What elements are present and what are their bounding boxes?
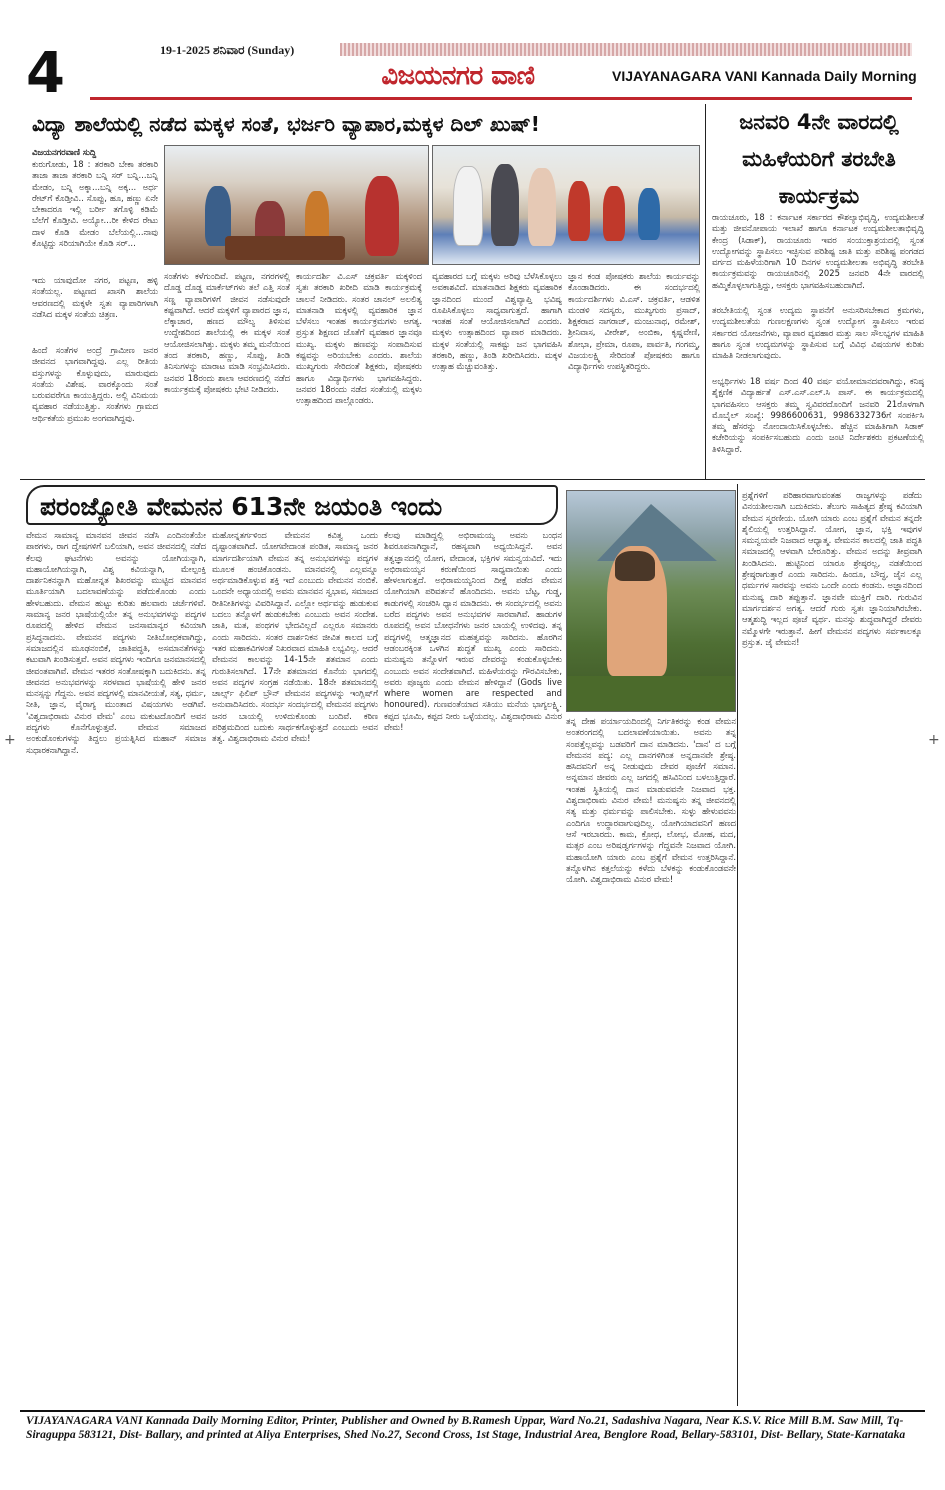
story1-lead-paragraph: ಕುರುಗೋಡು, 18 : ತರಕಾರಿ ಬೇಕಾ ತರಕಾರಿ ತಾಜಾ ತಾಜಾ ತರಕಾರಿ ಬನ್ನಿ ಸರ್ ಬನ್ನಿ...ಬನ್ನಿ ಮೇಡಂ, ಬನ್ನಿ ಅಕ್ಕಾ...ಬನ್ನಿ ಅಕ್ಕ... ಅರ್ಧ ರೇಟ್‌ಗೆ ಕೊಡ್ತೀವಿ.. ಸೊಪ್ಪು, ಹೂ, ಹಣ್ಣು ಏನೇ ಬೇಕಾದರೂ ಇಲ್ಲಿ ಬರ್ರೀ ತಗೊಳ್ಳಿ ಕಡಿಮೆ ಬೆಲೆಗೆ ಕೊಡ್ತೀವಿ. ಅಯ್ಯೋ...ರೀ ಕೇಳಿದ ರೇಟು ದಾಳ ಕೊಡಿ ಮೇಡಂ ಬೆಲೆಯಲ್ಲಿ...ನಾವು ಕೊಟ್ಟಿದ್ದು ಸರಿಯಾಗಿಯೇ ಕೊಡಿ ಸರ್...: [32, 159, 158, 249]
story3-column: ಕೆಲವು ಮಾಡಿದ್ದಲ್ಲಿ ಅಭಿರಾಮಯ್ಯ ಅವನು ಬಂಧನ ಶಿವರೂಪನಾಗಿದ್ದಾನೆ, ರಹಸ್ಯವಾಗಿ ಅಧ್ಯಯಿಸಿದ್ದನೆ. ಅವನ ತತ್ವಜ್ಞಾನದಲ್ಲಿ ಯೋಗ, ವೇದಾಂತ, ಭಕ್ತಿಗಳ ಸಮನ್ವಯವಿದೆ. ಇದು ಅಭಿರಾಮಯ್ಯನ ಕರುಣೆಯಿಂದ ಸಾಧ್ಯವಾಯಿತು ಎಂದು ಹೇಳಲಾಗುತ್ತದೆ. ಅಭಿರಾಮಯ್ಯನಿಂದ ದೀಕ್ಷೆ ಪಡೆದ ವೇಮನ ಯೋಗಿಯಾಗಿ ಪರಿವರ್ತನೆ ಹೊಂದಿದನು. ಅವನು ಬೆಟ್ಟ, ಗುಡ್ಡ, ಕಾಡುಗಳಲ್ಲಿ ಸಂಚರಿಸಿ ಧ್ಯಾನ ಮಾಡಿದನು. ಈ ಸಂದರ್ಭದಲ್ಲಿ ಅವನು ಬರೆದ ಪದ್ಯಗಳು ಅವನ ಅನುಭವಗಳ ಸಾರವಾಗಿವೆ. ಹಾಡುಗಳ ರೂಪದಲ್ಲಿ ಅವನ ಬೋಧನೆಗಳು ಜನರ ಬಾಯಲ್ಲಿ ಉಳಿದವು. ತನ್ನ ಪದ್ಯಗಳಲ್ಲಿ ಆತ್ಮಜ್ಞಾನದ ಮಹತ್ವವನ್ನು ಸಾರಿದನು. ಹೊರಗಿನ ಆಡಂಬರಕ್ಕಿಂತ ಒಳಗಿನ ಶುದ್ಧತೆ ಮುಖ್ಯ ಎಂದು ಸಾರಿದನು. ಮನುಷ್ಯನು ತನ್ನೊಳಗೆ ಇರುವ ದೇವರನ್ನು ಕಂಡುಕೊಳ್ಳಬೇಕು ಎಂಬುದು ಅವನ ಸಂದೇಶವಾಗಿದೆ. ಮಹಿಳೆಯರನ್ನು ಗೌರವಿಸಬೇಕು, ಅವರು ಪೂಜ್ಯರು ಎಂದು ವೇಮನ ಹೇಳಿದ್ದಾನೆ (Gods live where women are respected and honoured). ಗುಣವಂತೆಯಾದ ಸತಿಯು ಮನೆಯ ಭಾಗ್ಯಲಕ್ಷ್ಮಿ. ಕಪ್ಪದ ಭೂಮಿ, ಕಪ್ಪದ ನೀರು ಒಳ್ಳೆಯದಲ್ಲ. ವಿಶ್ವದಾಭಿರಾಮ ವಿನುರ ವೇಮ!: [384, 530, 562, 733]
registration-mark: +: [928, 732, 940, 748]
story1-photo-children-market: [164, 145, 429, 265]
story1-column: ವ್ಯವಹಾರದ ಬಗ್ಗೆ ಮಕ್ಕಳು ಅರಿವು ಬೆಳೆಸಿಕೊಳ್ಳಲು ಅವಕಾಶವಿದೆ. ಮಾತನಾಡಿದ ಶಿಕ್ಷಕರು ವ್ಯವಹಾರಿಕ ಜ್ಞಾನದಿಂದ ಮುಂದೆ ವಿಶ್ವವ್ಯಾಪ್ತಿ ಭವಿಷ್ಯ ರೂಪಿಸಿಕೊಳ್ಳಲು ಸಾಧ್ಯವಾಗುತ್ತದೆ. ಹಾಗಾಗಿ ಇಂತಹ ಸಂತೆ ಆಯೋಜಿಸಲಾಗಿದೆ ಎಂದರು. ಮಕ್ಕಳು ಉತ್ಸಾಹದಿಂದ ವ್ಯಾಪಾರ ಮಾಡಿದರು. ಮಕ್ಕಳ ಸಂತೆಯಲ್ಲಿ ಸಾಕಷ್ಟು ಜನ ಭಾಗವಹಿಸಿ ತರಕಾರಿ, ಹಣ್ಣು, ತಿಂಡಿ ಖರೀದಿಸಿದರು. ಮಕ್ಕಳ ಉತ್ಸಾಹ ಮೆಚ್ಚುವಂತಿತ್ತು.: [432, 271, 562, 372]
story1-paragraph: ಹಿಂದೆ ಸಂತೆಗಳ ಅಂದ್ರೆ ಗ್ರಾಮೀಣ ಜನರ ಜೀವನದ ಭಾಗವಾಗಿದ್ದವು. ಎಲ್ಲ ರೀತಿಯ ವಸ್ತುಗಳನ್ನು ಕೊಳ್ಳುವುದು, ಮಾರುವುದು ಸಂತೆಯ ವಿಶೇಷ. ವಾರಕ್ಕೊಂದು ಸಂತೆ ಬರುವವರೆಗೂ ಕಾಯುತ್ತಿದ್ದರು. ಅಲ್ಲಿ ವಿನಿಮಯ ವ್ಯವಹಾರ ನಡೆಯುತ್ತಿತ್ತು. ಸಂತೆಗಳು ಗ್ರಾಮದ ಆರ್ಥಿಕತೆಯ ಪ್ರಮುಖ ಅಂಗವಾಗಿದ್ದವು.: [32, 345, 158, 423]
imprint-line: VIJAYANAGARA VANI Kannada Daily Morning Editor, Printer, Publisher and Owned by B.Ramesh Uppar, Ward No.21, Sadashiva Nagara, Near K.S.V. Rice Mill B.M. Saw Mill, Tq-Siraguppa 583121, Dist- Ballary, and printed at Aliya Enterprises, Shed No.27, Second Cross, 1st Stage, Industrial Area, Benglore Road, Bellary-583101, Dist- Bellary, State-Karnataka: [26, 1414, 906, 1441]
masthead-decorative-bar: [340, 43, 912, 56]
story3-photo-vemana: [566, 490, 736, 712]
story3-column: ತನ್ನ ದೇಹ ಪರ್ಯಾಯದಿಂದಲ್ಲಿ ನಿರ್ಗತಿಕರನ್ನು ಕಂಡ ವೇಮನ ಅಂತರಂಗದಲ್ಲಿ ಬದಲಾವಣೆಯಾಯಿತು. ಅವನು ತನ್ನ ಸಂಪತ್ತೆಲ್ಲವನ್ನು ಬಡವರಿಗೆ ದಾನ ಮಾಡಿದನು. 'ದಾನ' ದ ಬಗ್ಗೆ ವೇಮನನ ಪದ್ಯ: ಎಲ್ಲ ದಾನಗಳಿಗಿಂತ ಅನ್ನದಾನವೇ ಶ್ರೇಷ್ಠ. ಹಸಿದವನಿಗೆ ಅನ್ನ ನೀಡುವುದು ದೇವರ ಪೂಜೆಗೆ ಸಮಾನ. ಅನ್ನಮಾನ ಜೀವರು ಎಲ್ಲ ಜಗದಲ್ಲಿ ಹಸಿವಿನಿಂದ ಬಳಲುತ್ತಿದ್ದಾರೆ. ಇಂತಹ ಸ್ಥಿತಿಯಲ್ಲಿ ದಾನ ಮಾಡುವವನೇ ನಿಜವಾದ ಭಕ್ತ. ವಿಶ್ವದಾಭಿರಾಮ ವಿನುರ ವೇಮ! ಮನುಷ್ಯನು ತನ್ನ ಜೀವನದಲ್ಲಿ ಸತ್ಯ ಮತ್ತು ಧರ್ಮವನ್ನು ಪಾಲಿಸಬೇಕು. ಸುಳ್ಳು ಹೇಳುವವನು ಎಂದಿಗೂ ಉದ್ಧಾರವಾಗುವುದಿಲ್ಲ. ಯೋಗಿಯಾದವನಿಗೆ ಹಣದ ಆಸೆ ಇರಬಾರದು. ಕಾಮ, ಕ್ರೋಧ, ಲೋಭ, ಮೋಹ, ಮದ, ಮತ್ಸರ ಎಂಬ ಅರಿಷಡ್ವರ್ಗಗಳನ್ನು ಗೆದ್ದವನೇ ನಿಜವಾದ ಯೋಗಿ. ಮಹಾಯೋಗಿ ಯಾರು ಎಂಬ ಪ್ರಶ್ನೆಗೆ ವೇಮನ ಉತ್ತರಿಸಿದ್ದಾನೆ. ತನ್ನೊಳಗಿನ ಕತ್ತಲೆಯನ್ನು ಕಳೆದು ಬೆಳಕನ್ನು ಕಂಡುಕೊಂಡವನೇ ಯೋಗಿ. ವಿಶ್ವದಾಭಿರಾಮ ವಿನುರ ವೇಮ!: [566, 716, 736, 885]
issue-date: 19-1-2025 ಶನಿವಾರ (Sunday): [160, 43, 295, 57]
newspaper-title: ವಿಜಯನಗರ ವಾಣಿ: [381, 61, 535, 91]
story2-paragraph: ಅಭ್ಯರ್ಥಿಗಳು 18 ವರ್ಷ ದಿಂದ 40 ವರ್ಷ ವಯೋಮಾನದವರಾಗಿದ್ದು, ಕನಿಷ್ಠ ಶೈಕ್ಷಣಿಕ ವಿದ್ಯಾರ್ಹತೆ ಎಸ್.ಎಸ್.ಎಲ್.ಸಿ ಪಾಸ್. ಈ ಕಾರ್ಯಕ್ರಮದಲ್ಲಿ ಭಾಗವಹಿಸಲು ಆಸಕ್ತರು ತಮ್ಮ ಸ್ವವಿವರದೊಂದಿಗೆ ಜನವರಿ 21ರೊಳಗಾಗಿ ಮೊಬೈಲ್ ಸಂಖ್ಯೆ: 9986600631, 9986332736ಗೆ ಸಂಪರ್ಕಿಸಿ ತಮ್ಮ ಹೆಸರನ್ನು ನೋಂದಾಯಿಸಿಕೊಳ್ಳಬೇಕು. ಹೆಚ್ಚಿನ ಮಾಹಿತಿಗಾಗಿ ಸಿಡಾಕ್ ಕಚೇರಿಯನ್ನು ಸಂಪರ್ಕಿಸಬಹುದು ಎಂದು ಜಂಟಿ ನಿರ್ದೇಶಕರು ಪ್ರಕಟಣೆಯಲ್ಲಿ ತಿಳಿಸಿದ್ದಾರೆ.: [712, 376, 924, 454]
story1-dateline: ವಿಜಯನಗರವಾಣಿ ಸುದ್ದಿ: [32, 147, 97, 157]
story2-paragraph: ತರಬೇತಿಯಲ್ಲಿ ಸ್ವಂತ ಉದ್ಯಮ ಸ್ಥಾಪನೆಗೆ ಅನುಸರಿಸಬೇಕಾದ ಕ್ರಮಗಳು, ಉದ್ಯಮಶೀಲತೆಯ ಗುಣಲಕ್ಷಣಗಳು ಸ್ವಂತ ಉದ್ಯೋಗ ಸ್ಥಾಪಿಸಲು ಇರುವ ಸರ್ಕಾರದ ಯೋಜನೆಗಳು, ವ್ಯಾಪಾರ ವ್ಯವಹಾರ ಮತ್ತು ಸಾಲ ಸೌಲಭ್ಯಗಳ ಮಾಹಿತಿ ಹಾಗೂ ಸ್ವಂತ ಉದ್ಯಮಗಳನ್ನು ಸ್ಥಾಪಿಸುವ ಬಗ್ಗೆ ವಿವಿಧ ವಿಷಯಗಳ ಕುರಿತು ಮಾಹಿತಿ ನೀಡಲಾಗುವುದು.: [712, 305, 924, 361]
story1-paragraph: ಇದು ಯಾವುದೋ ನಗರ, ಪಟ್ಟಣ, ಹಳ್ಳಿ ಸಂತೆಯಲ್ಲ. ಪಟ್ಟಣದ ಖಾಸಗಿ ಶಾಲೆಯ ಆವರಣದಲ್ಲಿ ಮಕ್ಕಳೇ ಸ್ವತಃ ವ್ಯಾಪಾರಿಗಳಾಗಿ ನಡೆಸಿದ ಮಕ್ಕಳ ಸಂತೆಯ ಚಿತ್ರಣ.: [32, 275, 158, 319]
story3-column: ಮಹೋನ್ನತರ್ಗಳಿಂದ ವೇಮನನ ಕವಿತ್ವ ಒಂದು ದೃಷ್ಟಾಂತವಾಗಿದೆ. ಯೋಗವೇದಾಂತ ಪಂಡಿತ, ಸಾಮಾನ್ಯ ಜನರ ಮಾರ್ಗದರ್ಶಿಯಾಗಿ ವೇಮನ ತನ್ನ ಅನುಭವಗಳನ್ನು ಪದ್ಯಗಳ ಮೂಲಕ ಹಂಚಿಕೊಂಡನು. ಮಾನವನಲ್ಲಿ ಎಲ್ಲವನ್ನೂ ಅರ್ಥಮಾಡಿಕೊಳ್ಳುವ ಶಕ್ತಿ ಇದೆ ಎಂಬುದು ವೇಮನನ ನಂಬಿಕೆ. ಒಂದನೇ ಅಧ್ಯಾಯದಲ್ಲಿ ಅವನು ಮಾನವನ ಸ್ವಭಾವ, ಸಮಾಜದ ರೀತಿನೀತಿಗಳನ್ನು ವಿವರಿಸಿದ್ದಾನೆ. ಎಲ್ಲೋ ಅರ್ಥವನ್ನು ಹುಡುಕುವ ಬದಲು ತನ್ನೊಳಗೆ ಹುಡುಕಬೇಕು ಎಂಬುದು ಅವನ ಸಂದೇಶ. ಜಾತಿ, ಮತ, ಪಂಥಗಳ ಭೇದವಿಲ್ಲದೆ ಎಲ್ಲರೂ ಸಮಾನರು ಎಂದು ಸಾರಿದನು. ಸಂತರ ದಾರ್ಶನಿಕನ ಜೀವಿತ ಕಾಲದ ಬಗ್ಗೆ ಇತರ ಮಹಾಕವಿಗಳಂತೆ ನಿಖರವಾದ ಮಾಹಿತಿ ಲಭ್ಯವಿಲ್ಲ. ಆದರೆ ವೇಮನನ ಕಾಲವನ್ನು 14-15ನೇ ಶತಮಾನ ಎಂದು ಗುರುತಿಸಲಾಗಿದೆ. 17ನೇ ಶತಮಾನದ ಕೊನೆಯ ಭಾಗದಲ್ಲಿ ಅವನ ಪದ್ಯಗಳ ಸಂಗ್ರಹ ನಡೆಯಿತು. 18ನೇ ಶತಮಾನದಲ್ಲಿ ಚಾರ್ಲ್ಸ್ ಫಿಲಿಪ್ ಬ್ರೌನ್ ವೇಮನನ ಪದ್ಯಗಳನ್ನು ಇಂಗ್ಲಿಷ್‌ಗೆ ಅನುವಾದಿಸಿದರು. ಸಂದರ್ಭ ಸಂದರ್ಭದಲ್ಲಿ ವೇಮನನ ಪದ್ಯಗಳು ಜನರ ಬಾಯಲ್ಲಿ ಉಳಿದುಕೊಂಡು ಬಂದಿವೆ. ಕಠಿಣ ಪರಿಶ್ರಮದಿಂದ ಬದುಕು ಸಾರ್ಥಕಗೊಳ್ಳುತ್ತದೆ ಎಂಬುದು ಅವನ ತತ್ವ. ವಿಶ್ವದಾಭಿರಾಮ ವಿನುರ ವೇಮ!: [212, 530, 378, 744]
page-number: 4: [26, 41, 65, 106]
story1-column: ಜ್ಞಾನ ಕಂಡ ಪೋಷಕರು ಶಾಲೆಯ ಕಾರ್ಯವನ್ನು ಕೊಂಡಾಡಿದರು. ಈ ಸಂದರ್ಭದಲ್ಲಿ ಕಾರ್ಯದರ್ಶಿಗಳು ವಿ.ಎಸ್. ಚಕ್ರವರ್ತಿ, ಆಡಳಿತ ಮಂಡಳಿ ಸದಸ್ಯರು, ಮುಖ್ಯಗುರು ಪ್ರಸಾದ್, ಶಿಕ್ಷಕರಾದ ನಾಗರಾಜ್, ಮಂಜುನಾಥ, ರಮೇಶ್, ಶ್ರೀನಿವಾಸ, ವೀರೇಶ್, ಅಂಬಿಕಾ, ಕೃಷ್ಣವೇಣಿ, ಶೋಭಾ, ಪ್ರೇಮಾ, ರೂಪಾ, ಪಾರ್ವತಿ, ಗಂಗಮ್ಮ, ವಿಜಯಲಕ್ಷ್ಮಿ ಸೇರಿದಂತೆ ಪೋಷಕರು ಹಾಗೂ ವಿದ್ಯಾರ್ಥಿಗಳು ಉಪಸ್ಥಿತರಿದ್ದರು.: [568, 271, 700, 372]
story3-column: ವೇಮನ ಸಾಮಾನ್ಯ ಮಾನವನ ಜೀವನ ನಡೆಸಿ ಎಂದಿನಂತೆಯೇ ಪಾಠಗಳು, ರಾಗ ದ್ವೇಷಗಳಿಗೆ ಬಲಿಯಾಗಿ, ಅವನ ಜೀವನದಲ್ಲಿ ನಡೆದ ಕೆಲವು ಘಟನೆಗಳು ಅವನನ್ನು ಯೋಗಿಯನ್ನಾಗಿ, ಮಹಾಯೋಗಿಯನ್ನಾಗಿ, ವಿಶ್ವ ಕವಿಯನ್ನಾಗಿ, ಮೇಲ್ಪಂಕ್ತಿ ದಾರ್ಶನಿಕನನ್ನಾಗಿ ಮಹೋನ್ನತ ಶಿಖರವನ್ನು ಮುಟ್ಟಿದ ಮಾನವನ ಮೂರ್ತಿಯಾಗಿ ಬದಲಾವಣೆಯನ್ನು ಪಡೆದುಕೊಂಡು ಎಂದು ಹೇಳಬಹುದು. ವೇಮನ ಹುಟ್ಟು ಕುರಿತು ಹಲವಾರು ಚರ್ಚೆಗಳಿವೆ. ಸಾಮಾನ್ಯ ಜನರ ಭಾಷೆಯಲ್ಲಿಯೇ ತನ್ನ ಅನುಭವಗಳನ್ನು ಪದ್ಯಗಳ ರೂಪದಲ್ಲಿ ಹೇಳಿದ ವೇಮನ ಜನಸಾಮಾನ್ಯರ ಕವಿಯಾಗಿ ಪ್ರಸಿದ್ಧನಾದನು. ವೇಮನನ ಪದ್ಯಗಳು ನೀತಿಬೋಧಕವಾಗಿದ್ದು, ಸಮಾಜದಲ್ಲಿನ ಮೂಢನಂಬಿಕೆ, ಜಾತಿಪದ್ಧತಿ, ಅಸಮಾನತೆಗಳನ್ನು ಕಟುವಾಗಿ ಖಂಡಿಸುತ್ತವೆ. ಅವನ ಪದ್ಯಗಳು ಇಂದಿಗೂ ಜನಮಾನಸದಲ್ಲಿ ಜೀವಂತವಾಗಿವೆ. ವೇಮನ ಇತರರ ಸಂತೋಷಕ್ಕಾಗಿ ಬದುಕಿದನು. ತನ್ನ ಜೀವನದ ಅನುಭವಗಳನ್ನು ಸರಳವಾದ ಭಾಷೆಯಲ್ಲಿ ಹೇಳಿ ಜನರ ಮನಸ್ಸನ್ನು ಗೆದ್ದನು. ಅವನ ಪದ್ಯಗಳಲ್ಲಿ ಮಾನವೀಯತೆ, ಸತ್ಯ, ಧರ್ಮ, ನೀತಿ, ಜ್ಞಾನ, ವೈರಾಗ್ಯ ಮುಂತಾದ ವಿಷಯಗಳು ಅಡಗಿವೆ. 'ವಿಶ್ವದಾಭಿರಾಮ ವಿನುರ ವೇಮ' ಎಂಬ ಮಕುಟದೊಂದಿಗೆ ಅವನ ಪದ್ಯಗಳು ಕೊನೆಗೊಳ್ಳುತ್ತವೆ. ವೇಮನ ಸಮಾಜದ ಅಂಕುಡೊಂಕುಗಳನ್ನು ತಿದ್ದಲು ಪ್ರಯತ್ನಿಸಿದ ಮಹಾನ್ ಸಮಾಜ ಸುಧಾರಕನಾಗಿದ್ದಾನೆ.: [26, 530, 206, 755]
story1-headline: ವಿದ್ಯಾ ಶಾಲೆಯಲ್ಲಿ ನಡೆದ ಮಕ್ಕಳ ಸಂತೆ, ಭರ್ಜರಿ ವ್ಯಾಪಾರ,ಮಕ್ಕಳ ದಿಲ್ ಖುಷ್!: [32, 112, 540, 136]
story3-column: ಪ್ರಶ್ನೆಗಳಿಗೆ ಪರಿಹಾರವಾಗುವಂತಹ ರಾಜ್ಯಗಳನ್ನು ಪಡೆದು ವಿನಯಶೀಲನಾಗಿ ಬದುಕಿದನು. ತೆಲುಗು ಸಾಹಿತ್ಯದ ಶ್ರೇಷ್ಠ ಕವಿಯಾಗಿ ವೇಮನ ಸ್ಮರಣೀಯ. ಯೋಗಿ ಯಾರು ಎಂಬ ಪ್ರಶ್ನೆಗೆ ವೇಮನ ತನ್ನದೇ ಶೈಲಿಯಲ್ಲಿ ಉತ್ತರಿಸಿದ್ದಾನೆ. ಯೋಗ, ಜ್ಞಾನ, ಭಕ್ತಿ ಇವುಗಳ ಸಮನ್ವಯವೇ ನಿಜವಾದ ಆಧ್ಯಾತ್ಮ. ವೇಮನನ ಕಾಲದಲ್ಲಿ ಜಾತಿ ಪದ್ಧತಿ ಸಮಾಜದಲ್ಲಿ ಆಳವಾಗಿ ಬೇರೂರಿತ್ತು. ವೇಮನ ಅದನ್ನು ತೀವ್ರವಾಗಿ ಖಂಡಿಸಿದನು. ಹುಟ್ಟಿನಿಂದ ಯಾರೂ ಶ್ರೇಷ್ಠರಲ್ಲ, ನಡತೆಯಿಂದ ಶ್ರೇಷ್ಠರಾಗುತ್ತಾರೆ ಎಂದು ಸಾರಿದನು. ಹಿಂದೂ, ಬೌದ್ಧ, ಜೈನ ಎಲ್ಲ ಧರ್ಮಗಳ ಸಾರವನ್ನು ಅವನು ಒಂದೇ ಎಂದು ಕಂಡನು. ಅಜ್ಞಾನದಿಂದ ಮನುಷ್ಯ ದಾರಿ ತಪ್ಪುತ್ತಾನೆ. ಜ್ಞಾನವೇ ಮುಕ್ತಿಗೆ ದಾರಿ. ಗುರುವಿನ ಮಾರ್ಗದರ್ಶನ ಅಗತ್ಯ. ಆದರೆ ಗುರು ಸ್ವತಃ ಜ್ಞಾನಿಯಾಗಿರಬೇಕು. ಆತ್ಮಶುದ್ಧಿ ಇಲ್ಲದ ಪೂಜೆ ವ್ಯರ್ಥ. ಮನಸ್ಸು ಶುದ್ಧವಾಗಿದ್ದರೆ ದೇವರು ನಮ್ಮೊಳಗೇ ಇರುತ್ತಾನೆ. ಹೀಗೆ ವೇಮನನ ಪದ್ಯಗಳು ಸರ್ವಕಾಲಕ್ಕೂ ಪ್ರಸ್ತುತ. ಜೈ ವೇಮನ!: [742, 490, 922, 647]
section-divider: [20, 479, 925, 480]
story3-headline: ಪರಂಜ್ಯೋತಿ ವೇಮನನ 613ನೇ ಜಯಂತಿ ಇಂದು: [26, 485, 558, 525]
story1-column: ಕಾರ್ಯದರ್ಶಿ ವಿ.ಎಸ್ ಚಕ್ರವರ್ತಿ ಮಕ್ಕಳಿಂದ ಸ್ವತಃ ತರಕಾರಿ ಖರೀದಿ ಮಾಡಿ ಕಾರ್ಯಕ್ರಮಕ್ಕೆ ಚಾಲನೆ ನೀಡಿದರು. ಸಂತರ ಚಾನಲ್ ಅಲಲಿತ್ಯ ಮಾತನಾಡಿ ಮಕ್ಕಳಲ್ಲಿ ವ್ಯವಹಾರಿಕ ಜ್ಞಾನ ಬೆಳೆಸಲು ಇಂತಹ ಕಾರ್ಯಕ್ರಮಗಳು ಅಗತ್ಯ. ಪ್ರಸ್ತುತ ಶಿಕ್ಷಣದ ಜೊತೆಗೆ ವ್ಯವಹಾರ ಜ್ಞಾನವೂ ಮುಖ್ಯ. ಮಕ್ಕಳು ಹಣವನ್ನು ಸಂಪಾದಿಸುವ ಕಷ್ಟವನ್ನು ಅರಿಯಬೇಕು ಎಂದರು. ಶಾಲೆಯ ಮುಖ್ಯಗುರು ಸೇರಿದಂತೆ ಶಿಕ್ಷಕರು, ಪೋಷಕರು ಹಾಗೂ ವಿದ್ಯಾರ್ಥಿಗಳು ಭಾಗವಹಿಸಿದ್ದರು. ಜನವರ 18ರಂದು ನಡೆದ ಸಂತೆಯಲ್ಲಿ ಮಕ್ಕಳು ಉತ್ಸಾಹದಿಂದ ಪಾಲ್ಗೊಂಡರು.: [296, 271, 422, 406]
newspaper-english-title: VIJAYANAGARA VANI Kannada Daily Morning: [612, 68, 917, 84]
story1-photo-guests: [432, 145, 700, 265]
masthead-divider: [90, 97, 912, 100]
story2-headline: ಜನವರಿ 4ನೇ ವಾರದಲ್ಲಿ ಮಹಿಳೆಯರಿಗೆ ತರಬೇತಿ ಕಾರ್ಯಕ್ರಮ: [739, 110, 899, 208]
story1-column: ಸಂತೆಗಳು ಕಳೆಗುಂದಿವೆ. ಪಟ್ಟಣ, ನಗರಗಳಲ್ಲಿ ದೊಡ್ಡ ದೊಡ್ಡ ಮಾರ್ಕೆಟ್‌ಗಳು ತಲೆ ಎತ್ತಿ ಸಂತೆ ಸಣ್ಣ ವ್ಯಾಪಾರಿಗಳಿಗೆ ಜೀವನ ನಡೆಸುವುದೇ ಕಷ್ಟವಾಗಿದೆ. ಆದರೆ ಮಕ್ಕಳಿಗೆ ವ್ಯಾಪಾರದ ಜ್ಞಾನ, ಲೆಕ್ಕಾಚಾರ, ಹಣದ ಮೌಲ್ಯ ತಿಳಿಸುವ ಉದ್ದೇಶದಿಂದ ಶಾಲೆಯಲ್ಲಿ ಈ ಮಕ್ಕಳ ಸಂತೆ ಆಯೋಜಿಸಲಾಗಿತ್ತು. ಮಕ್ಕಳು ತಮ್ಮ ಮನೆಯಿಂದ ತಂದ ತರಕಾರಿ, ಹಣ್ಣು, ಸೊಪ್ಪು, ತಿಂಡಿ ತಿನಿಸುಗಳನ್ನು ಮಾರಾಟ ಮಾಡಿ ಸಂಭ್ರಮಿಸಿದರು. ಜನವರ 18ರಂದು ಶಾಲಾ ಆವರಣದಲ್ಲಿ ನಡೆದ ಕಾರ್ಯಕ್ರಮಕ್ಕೆ ಪೋಷಕರು ಭೇಟಿ ನೀಡಿದರು.: [164, 271, 290, 394]
footer-divider: [20, 1410, 925, 1412]
registration-mark: +: [4, 732, 16, 748]
story2-paragraph: ರಾಯಚೂರು, 18 : ಕರ್ನಾಟಕ ಸರ್ಕಾರದ ಕೌಶಲ್ಯಾಭಿವೃದ್ಧಿ, ಉದ್ಯಮಶೀಲತೆ ಮತ್ತು ಜೀವನೋಪಾಯ ಇಲಾಖೆ ಹಾಗೂ ಕರ್ನಾಟಕ ಉದ್ಯಮಶೀಲತಾಭಿವೃದ್ಧಿ ಕೇಂದ್ರ (ಸಿಡಾಕ್), ರಾಯಚೂರು ಇವರ ಸಂಯುಕ್ತಾಶ್ರಯದಲ್ಲಿ ಸ್ವಂತ ಉದ್ಯೋಗವನ್ನು ಸ್ಥಾಪಿಸಲು ಇಚ್ಛಿಸುವ ಪರಿಶಿಷ್ಟ ಜಾತಿ ಮತ್ತು ಪರಿಶಿಷ್ಟ ಪಂಗಡದ ವರ್ಗದ ಮಹಿಳೆಯರಿಗಾಗಿ 10 ದಿನಗಳ ಉದ್ಯಮಶೀಲತಾ ಅಭಿವೃದ್ಧಿ ತರಬೇತಿ ಕಾರ್ಯಕ್ರಮವನ್ನು ರಾಯಚೂರಿನಲ್ಲಿ 2025 ಜನವರಿ 4ನೇ ವಾರದಲ್ಲಿ ಹಮ್ಮಿಕೊಳ್ಳಲಾಗುತ್ತಿದ್ದು, ಆಸಕ್ತರು ಭಾಗವಹಿಸಬಹುದಾಗಿದೆ.: [712, 212, 924, 290]
column-divider: [705, 104, 706, 479]
column-divider: [737, 484, 738, 1406]
